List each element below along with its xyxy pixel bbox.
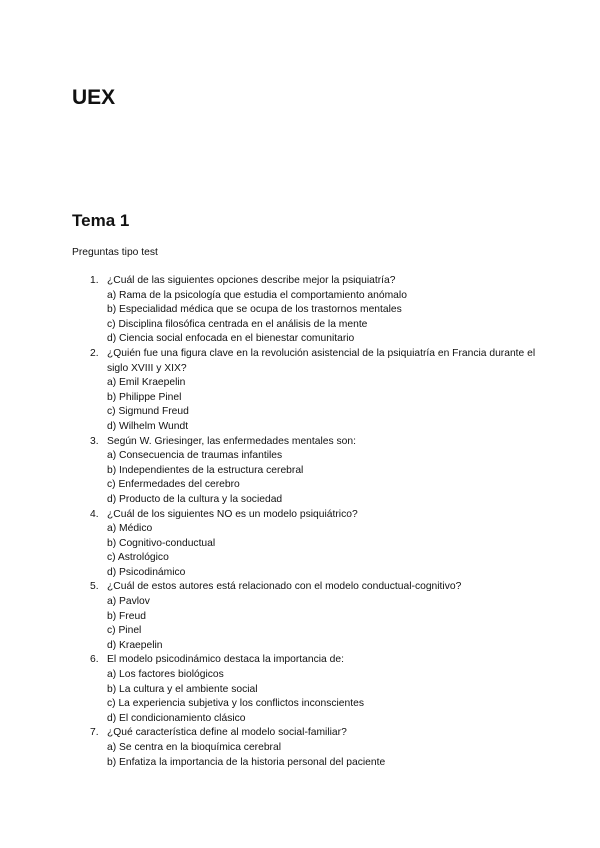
question-item (72, 347, 542, 435)
answer-option: d) Psicodinámico (107, 566, 186, 578)
question-number: 1. (90, 275, 99, 286)
answer-option: a) Consecuencia de traumas infantiles (107, 450, 283, 462)
question-text: ¿Cuál de los siguientes NO es un modelo psiquiátrico? (107, 508, 358, 520)
answer-option: a) Se centra en la bioquímica cerebral (107, 742, 281, 753)
question-item (72, 508, 542, 581)
question-item (72, 274, 542, 347)
answer-option: a) Pavlov (107, 596, 150, 608)
intro-text: Preguntas tipo test (72, 247, 158, 258)
answer-option: b) Especialidad médica que se ocupa de los trastornos mentales (107, 304, 402, 316)
answer-option: c) Sigmund Freud (107, 406, 189, 418)
question-number: 2. (90, 347, 99, 359)
answer-option: c) Pinel (107, 625, 142, 637)
answer-option: d) Wilhelm Wundt (107, 420, 189, 432)
question-text: ¿Cuál de las siguientes opciones describe mejor la psiquiatría? (107, 275, 396, 286)
question-list (72, 274, 542, 770)
question-text: El modelo psicodinámico destaca la importancia de: (107, 654, 344, 666)
question-item (72, 726, 542, 770)
answer-option: b) Philippe Pinel (107, 391, 182, 403)
answer-option: a) Médico (107, 523, 153, 535)
answer-option: c) Disciplina filosófica centrada en el análisis de la mente (107, 318, 368, 330)
question-item (72, 580, 542, 653)
question-number: 7. (90, 727, 99, 739)
answer-option: c) Enfermedades del cerebro (107, 479, 240, 491)
answer-option: b) Enfatiza la importancia de la historia personal del paciente (107, 756, 386, 768)
answer-option: c) Astrológico (107, 552, 169, 564)
answer-option: b) Independientes de la estructura cerebral (107, 464, 304, 476)
answer-option: b) La cultura y el ambiente social (107, 683, 258, 695)
question-number: 5. (90, 581, 99, 593)
question-item (72, 653, 542, 726)
answer-option: d) Ciencia social enfocada en el bienestar comunitario (107, 333, 355, 345)
answer-option: d) El condicionamiento clásico (107, 712, 246, 724)
question-item (72, 435, 542, 508)
document-title: UEX (72, 86, 116, 109)
question-text: Según W. Griesinger, las enfermedades mentales son: (107, 435, 356, 447)
question-text: ¿Qué característica define al modelo social-familiar? (107, 727, 347, 739)
question-text: ¿Quién fue una figura clave en la revolución asistencial de la psiquiatría en Francia durante el siglo XVIII y XIX? (107, 347, 536, 374)
question-number: 3. (90, 435, 99, 447)
answer-option: a) Rama de la psicología que estudia el comportamiento anómalo (107, 289, 407, 301)
question-number: 4. (90, 508, 99, 520)
answer-option: d) Kraepelin (107, 639, 163, 651)
answer-option: b) Freud (107, 610, 146, 622)
question-text: ¿Cuál de estos autores está relacionado con el modelo conductual-cognitivo? (107, 581, 462, 593)
answer-option: a) Emil Kraepelin (107, 377, 186, 389)
question-number: 6. (90, 654, 99, 666)
answer-option: b) Cognitivo-conductual (107, 537, 216, 549)
answer-option: c) La experiencia subjetiva y los conflictos inconscientes (107, 698, 364, 710)
answer-option: a) Los factores biológicos (107, 669, 224, 681)
section-heading: Tema 1 (72, 211, 130, 230)
answer-option: d) Producto de la cultura y la sociedad (107, 493, 283, 505)
